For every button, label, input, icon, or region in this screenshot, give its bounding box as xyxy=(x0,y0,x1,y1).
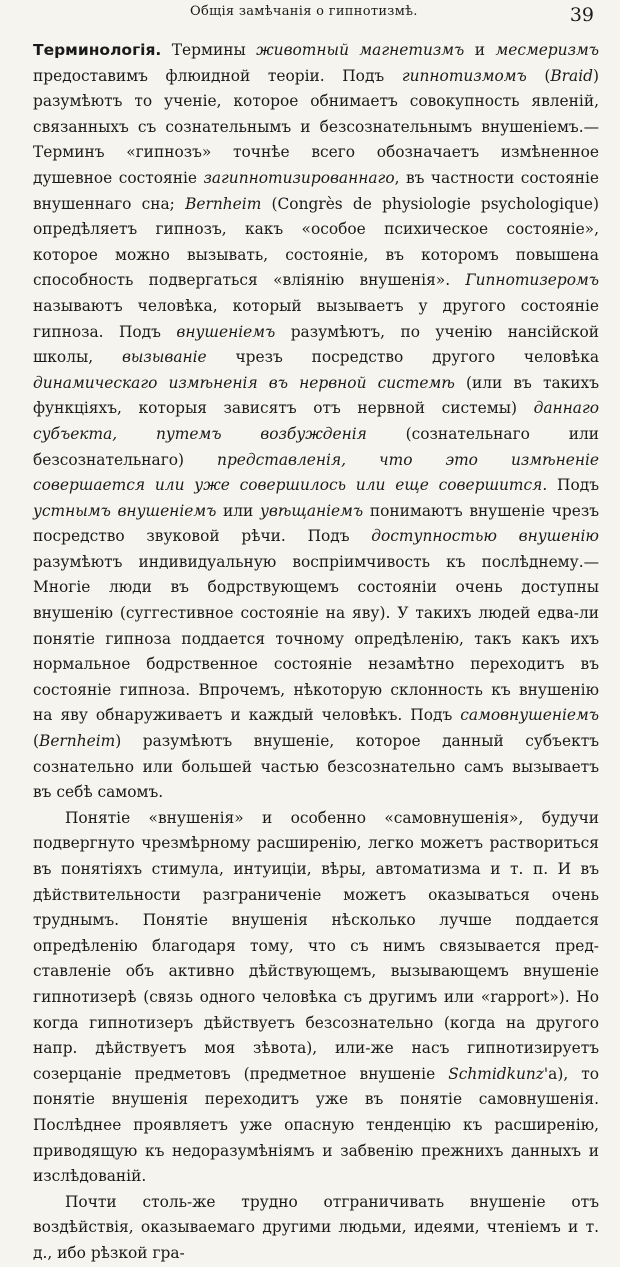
paragraph-1-text xyxy=(33,41,599,801)
paragraph-1 xyxy=(33,38,599,806)
text-run: разумѣютъ индивидуальную воспріимчивость къ послѣднему.—Многіе люди въ бодрствующемъ состояніи очень доступны внушенію (суггестивное состояніе на яву). У такихъ людей едва-ли понятіе гипноза поддается точному опредѣленію, такъ какъ ихъ нормальное бодрственное состояніе незамѣтно переходитъ въ состояніе гипноза. Впрочемъ, нѣкоторую склонность къ внушенію на яву обнаруживаетъ и каждый человѣкъ. Подъ xyxy=(33,552,599,725)
italic-run: Schmidkunz xyxy=(448,1064,544,1083)
italic-run: животный магнетизмъ xyxy=(256,41,465,59)
text-run: , въ частности состояніе внушеннаго сна; xyxy=(33,168,599,213)
text-run: Подъ xyxy=(342,66,402,85)
italic-run: даннаго субъекта, путемъ возбужденія xyxy=(33,399,599,443)
italic-run: гипнотизмомъ xyxy=(401,66,527,85)
text-run: понимаютъ внушеніе чрезъ посредство звуковой рѣчи. Подъ xyxy=(33,501,600,546)
italic-run: внушеніемъ xyxy=(176,322,276,341)
italic-run: загипнотизированнаго xyxy=(203,168,395,187)
paragraph-2-text xyxy=(33,809,599,1185)
italic-run: динамическаго измѣненія въ нервной системѣ xyxy=(33,373,455,392)
italic-run: доступностью внушенію xyxy=(371,527,599,546)
italic-run: месмеризмъ xyxy=(495,41,599,59)
text-run: Термины xyxy=(161,41,257,59)
text-run: (или въ такихъ функціяхъ, которыя зависятъ отъ нервной системы) xyxy=(33,373,599,418)
text-run: ) разумѣютъ внушеніе, которое данный субъектъ сознательно или большей частью безсознательно самъ вызываетъ въ себѣ самомъ. xyxy=(33,732,599,802)
italic-run: представленія, что это измѣненіе совершается или уже совершилось или еще совершится. xyxy=(33,450,599,495)
italic-run: Bernheim xyxy=(39,732,116,751)
italic-run: Гипнотизеромъ xyxy=(465,271,599,290)
text-run: разумѣютъ, по ученію нансійской школы, xyxy=(33,322,599,367)
text-run: 'а), то понятіе внушенія переходитъ уже въ понятіе самовнушенія. Послѣднее проявляетъ уже опасную тенденцію къ расширенію, приводящую къ недоразумѣніямъ и забвенію прежнихъ данныхъ и изслѣдованій. xyxy=(33,1064,599,1186)
text-run: (Congrès de physiologie psychologique) опредѣляетъ гипнозъ, какъ «особое психическое состояніе», которое можно вызывать, состояніе, въ которомъ повышена способность подвергаться «вліянію внушенія». xyxy=(33,194,599,290)
text-run: или xyxy=(216,501,260,520)
page-number: 39 xyxy=(569,4,594,26)
section-heading: Терминологія. xyxy=(33,41,162,59)
text-run: ( xyxy=(526,66,551,85)
text-run: ) разумѣютъ то ученіе, которое обнимаетъ совокупность явленій, связанныхъ съ сознательнымъ и безсознательнымъ внушеніемъ.—Терминъ «гипнозъ» точнѣе всего обозначаетъ измѣненное душевное состояніе xyxy=(33,66,599,187)
text-run: ( xyxy=(33,732,40,751)
italic-run: устнымъ внушеніемъ xyxy=(33,501,217,520)
italic-run: Braid xyxy=(550,66,593,85)
paragraph-3 xyxy=(33,1190,599,1267)
body-text xyxy=(33,38,599,1267)
text-run: и xyxy=(464,41,496,59)
italic-run: Bernheim xyxy=(185,194,262,213)
paragraph-2 xyxy=(33,806,599,1190)
text-run: (сознательнаго или безсознательнаго) xyxy=(33,424,599,469)
running-head: Общія замѣчанія о гипнотизмѣ. xyxy=(190,4,418,19)
text-run: Почти столь-же трудно отграничивать внушеніе отъ воздѣйствія, оказываемаго другими людьми, идеями, чтеніемъ и т. д., ибо рѣзкой гра- xyxy=(33,1192,599,1262)
text-run: называютъ человѣка, который вызываетъ у другого состояніе гипноза. Подъ xyxy=(33,296,599,341)
italic-run: увѣщаніемъ xyxy=(259,501,364,520)
text-run: Подъ xyxy=(547,476,599,495)
text-run: Понятіе «внушенія» и особенно «самовнушенія», будучи подвергнуто чрезмѣрному расширенію, легко можетъ раствориться въ понятіяхъ стимула, интуиціи, вѣры, автоматизма и т. п. И въ дѣйствительности разграниченіе можетъ оказываться очень труднымъ. Понятіе внушенія нѣсколько лучше поддается опредѣленію благодаря тому, что съ нимъ связывается представленіе объ активно дѣйствующемъ, вызывающемъ внушеніе гипнотизерѣ (связь одного человѣка съ другимъ или «rapport»). Но когда гипнотизеръ дѣйствуетъ безсознательно (когда на другого напр. дѣйствуетъ моя зѣвота), или-же насъ гипнотизируетъ созерцаніе предметовъ (предметное внушеніе xyxy=(33,808,599,1083)
text-run: чрезъ посредство другого человѣка xyxy=(206,348,599,367)
text-run: предоставимъ флюидной теоріи. xyxy=(33,66,343,85)
paragraph-3-text xyxy=(33,1193,599,1262)
italic-run: самовнушеніемъ xyxy=(460,706,599,725)
italic-run: вызываніе xyxy=(121,348,207,367)
